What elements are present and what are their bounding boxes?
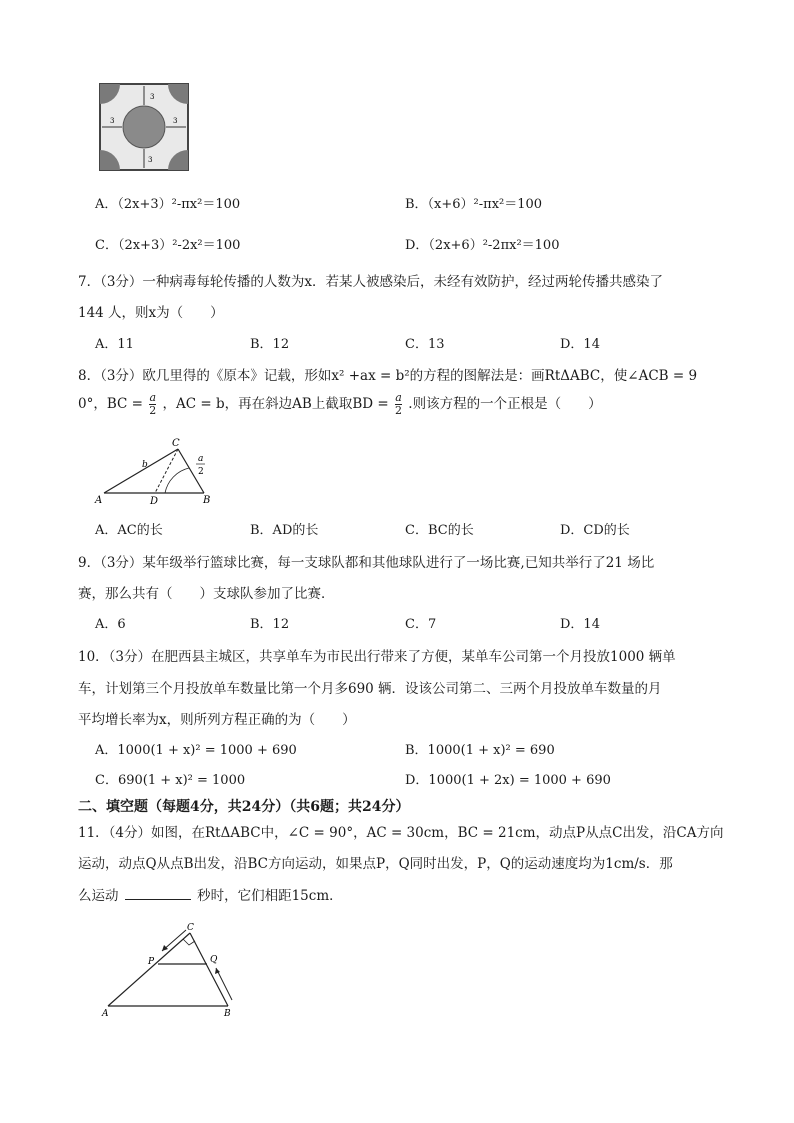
q11-text-line3: [78, 884, 343, 904]
q11-line3-part1: 么运动: [78, 888, 119, 904]
q8-triangle-figure: [92, 436, 222, 506]
side-ac: [108, 933, 190, 1006]
label-b: b: [142, 460, 148, 470]
q8-option-d[interactable]: D．CD的长: [560, 523, 630, 538]
q7-option-b[interactable]: B．12: [250, 337, 290, 352]
label-P: P: [148, 957, 155, 967]
fig6-label-right: 3: [173, 117, 178, 125]
q9-option-b[interactable]: B．12: [250, 617, 290, 632]
q7-text-line2: 144 人，则x为（ ）: [78, 305, 224, 321]
q11-text-line1: 11．（4分）如图，在RtΔABC中，∠C = 90°，AC = 30cm，BC = 21cm，动点P从点C出发，沿CA方向: [78, 825, 724, 841]
q9-option-c[interactable]: C．7: [405, 617, 437, 632]
q10-text-line1: 10．（3分）在肥西县主城区，共享单车为市民出行带来了方便，某单车公司第一个月投放1000 辆单: [78, 649, 676, 665]
fig6-label-top: 3: [150, 93, 155, 101]
label-a: a: [198, 454, 204, 464]
q10-text-line3: 平均增长率为x，则所列方程正确的为（ ）: [78, 712, 356, 728]
q7-option-c[interactable]: C．13: [405, 337, 445, 352]
q9-option-a[interactable]: A．6: [95, 617, 126, 632]
q6-option-d[interactable]: D．（2x+6）²-2πx²＝100: [405, 238, 560, 253]
label-D: D: [150, 496, 159, 506]
label-Q: Q: [210, 955, 218, 965]
section-heading: 二、填空题（每题4分，共24分）（共6题；共24分）: [78, 799, 410, 815]
q11-line3-part2: 秒时，它们相距15cm．: [197, 888, 343, 904]
q8-line2-part2: ，AC = b，再在斜边AB上截取BD =: [162, 396, 389, 412]
q9-text-line1: 9．（3分）某年级举行篮球比赛，每一支球队都和其他球队进行了一场比赛,已知共举行了21 场比: [78, 555, 655, 571]
q8-fraction-a-over-2: [149, 392, 156, 417]
side-cb: [190, 933, 228, 1006]
q9-option-d[interactable]: D．14: [560, 617, 600, 632]
label-C: C: [187, 923, 194, 933]
q10-option-c[interactable]: C．690(1 + x)² = 1000: [95, 773, 246, 788]
arc-mark: [165, 468, 189, 493]
q8-line2-part1: 0°，BC =: [78, 396, 143, 412]
q11-triangle-figure: [98, 920, 243, 1020]
q8-option-c[interactable]: C．BC的长: [405, 523, 474, 538]
q8-text-line1: 8．（3分）欧几里得的《原本》记载，形如x² +ax = b²的方程的图解法是：画RtΔABC，使∠ACB = 9: [78, 368, 698, 384]
label-B: B: [224, 1009, 231, 1019]
label-2: 2: [198, 467, 204, 477]
q11-answer-blank[interactable]: [125, 887, 191, 900]
label-A: A: [95, 495, 103, 506]
q7-text-line1: 7．（3分）一种病毒每轮传播的人数为x．若某人被感染后，未经有效防护，经过两轮传播共感染了: [78, 274, 664, 290]
q7-option-a[interactable]: A．11: [95, 337, 134, 352]
center-circle: [123, 106, 165, 148]
q9-text-line2: 赛，那么共有（ ）支球队参加了比赛．: [78, 586, 335, 602]
q8-fraction-a-over-2-second: [395, 392, 402, 417]
fig6-label-left: 3: [110, 117, 115, 125]
q6-figure: [98, 82, 192, 174]
label-A: A: [102, 1009, 109, 1019]
q10-text-line2: 车，计划第三个月投放单车数量比第一个月多690 辆．设该公司第二、三两个月投放单车数量的月: [78, 681, 662, 697]
q6-option-b[interactable]: B．（x+6）²-πx²＝100: [405, 197, 543, 212]
q10-option-d[interactable]: D．1000(1 + 2x) = 1000 + 690: [405, 773, 611, 788]
q8-option-a[interactable]: A．AC的长: [95, 523, 163, 538]
q8-option-b[interactable]: B．AD的长: [250, 523, 319, 538]
q7-option-d[interactable]: D．14: [560, 337, 600, 352]
q6-option-a[interactable]: A．（2x+3）²-πx²＝100: [95, 197, 241, 212]
q10-option-a[interactable]: A．1000(1 + x)² = 1000 + 690: [95, 743, 297, 758]
q8-text-line2: [78, 392, 602, 417]
label-B: B: [203, 495, 211, 506]
arrow-b-to-c-head: [215, 968, 220, 974]
q11-text-line2: 运动，动点Q从点B出发，沿BC方向运动，如果点P，Q同时出发，P，Q的运动速度均为1cm/s．那: [78, 856, 673, 872]
q8-line2-part3: .则该方程的一个正根是（ ）: [408, 396, 602, 412]
label-C: C: [172, 438, 180, 449]
q6-option-c[interactable]: C．（2x+3）²-2x²＝100: [95, 238, 241, 253]
arrow-b-to-c: [216, 968, 232, 1000]
fraction-denominator: 2: [394, 404, 402, 417]
fraction-denominator: 2: [149, 404, 157, 417]
fraction-numerator: a: [149, 391, 157, 404]
q10-option-b[interactable]: B．1000(1 + x)² = 690: [405, 743, 555, 758]
fraction-numerator: a: [395, 391, 402, 404]
fig6-label-bottom: 3: [148, 156, 153, 164]
